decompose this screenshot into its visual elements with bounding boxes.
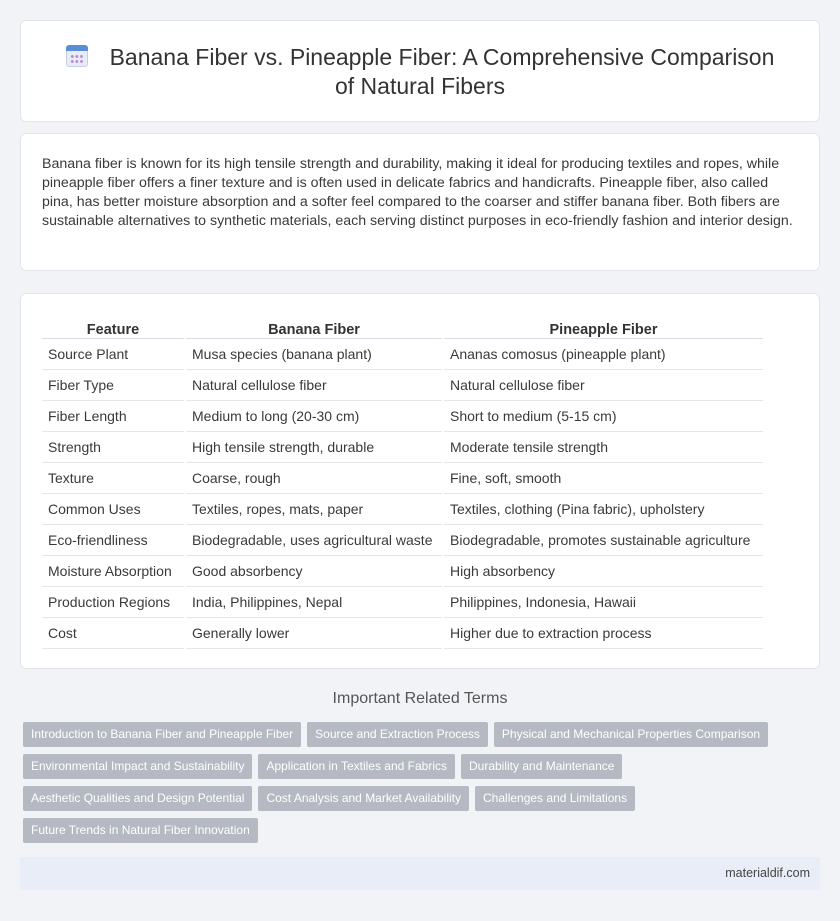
table-row [42, 431, 763, 462]
related-terms-row [23, 818, 823, 850]
table-row [42, 524, 763, 555]
footer [20, 857, 820, 890]
pineapple-fiber-cell: Philippines, Indonesia, Hawaii [443, 586, 763, 617]
pineapple-fiber-cell: Short to medium (5-15 cm) [443, 400, 763, 431]
table-header-row [42, 316, 763, 338]
related-term-tag[interactable]: Aesthetic Qualities and Design Potential [23, 786, 252, 811]
table-row [42, 400, 763, 431]
title-wrap [61, 43, 779, 101]
feature-cell: Eco-friendliness [42, 524, 185, 555]
page-title: Banana Fiber vs. Pineapple Fiber: A Comprehensive Comparison of Natural Fibers [109, 44, 775, 99]
feature-cell: Moisture Absorption [42, 555, 185, 586]
banana-fiber-cell: Natural cellulose fiber [185, 369, 443, 400]
related-terms-row [23, 786, 823, 818]
feature-cell: Source Plant [42, 338, 185, 369]
related-term-tag[interactable]: Durability and Maintenance [461, 754, 622, 779]
related-term-tag[interactable]: Physical and Mechanical Properties Comparison [494, 722, 768, 747]
banana-fiber-cell: Musa species (banana plant) [185, 338, 443, 369]
feature-cell: Fiber Type [42, 369, 185, 400]
feature-cell: Cost [42, 617, 185, 648]
pineapple-fiber-cell: Textiles, clothing (Pina fabric), upholstery [443, 493, 763, 524]
feature-cell: Common Uses [42, 493, 185, 524]
header-banana-fiber: Banana Fiber [185, 316, 443, 338]
table-row [42, 338, 763, 369]
comparison-table [42, 316, 763, 649]
banana-fiber-cell: High tensile strength, durable [185, 431, 443, 462]
feature-cell: Texture [42, 462, 185, 493]
feature-cell: Fiber Length [42, 400, 185, 431]
calendar-icon [66, 45, 88, 67]
intro-card [20, 133, 820, 271]
header-feature: Feature [42, 316, 185, 338]
related-term-tag[interactable]: Introduction to Banana Fiber and Pineapple Fiber [23, 722, 301, 747]
related-terms-list [23, 722, 823, 850]
pineapple-fiber-cell: Ananas comosus (pineapple plant) [443, 338, 763, 369]
feature-cell: Strength [42, 431, 185, 462]
table-row [42, 369, 763, 400]
related-terms-row [23, 722, 823, 754]
banana-fiber-cell: Good absorbency [185, 555, 443, 586]
table-body [42, 338, 763, 648]
related-term-tag[interactable]: Environmental Impact and Sustainability [23, 754, 252, 779]
pineapple-fiber-cell: Moderate tensile strength [443, 431, 763, 462]
title-card [20, 20, 820, 122]
pineapple-fiber-cell: Natural cellulose fiber [443, 369, 763, 400]
related-term-tag[interactable]: Future Trends in Natural Fiber Innovation [23, 818, 258, 843]
pineapple-fiber-cell: Biodegradable, promotes sustainable agriculture [443, 524, 763, 555]
table-row [42, 586, 763, 617]
banana-fiber-cell: Biodegradable, uses agricultural waste [185, 524, 443, 555]
pineapple-fiber-cell: Fine, soft, smooth [443, 462, 763, 493]
table-row [42, 493, 763, 524]
related-term-tag[interactable]: Source and Extraction Process [307, 722, 488, 747]
footer-site-link[interactable]: materialdif.com [725, 866, 810, 880]
table-row [42, 555, 763, 586]
intro-paragraph: Banana fiber is known for its high tensile strength and durability, making it ideal for producing textiles and ropes, while pineapple fiber offers a finer texture and is often used in delicate fabrics and handicrafts. Pineapple fiber, also called pina, has better moisture absorption and a softer feel compared to the coarser and stiffer banana fiber. Both fibers are sustainable alternatives to synthetic materials, each serving distinct purposes in eco-friendly fashion and interior design. [42, 156, 793, 229]
related-terms-heading: Important Related Terms [332, 690, 508, 707]
related-terms-row [23, 754, 823, 786]
table-row [42, 462, 763, 493]
banana-fiber-cell: Medium to long (20-30 cm) [185, 400, 443, 431]
pineapple-fiber-cell: High absorbency [443, 555, 763, 586]
table-row [42, 617, 763, 648]
banana-fiber-cell: Textiles, ropes, mats, paper [185, 493, 443, 524]
feature-cell: Production Regions [42, 586, 185, 617]
related-term-tag[interactable]: Cost Analysis and Market Availability [258, 786, 469, 811]
header-pineapple-fiber: Pineapple Fiber [443, 316, 763, 338]
pineapple-fiber-cell: Higher due to extraction process [443, 617, 763, 648]
comparison-table-card [20, 293, 820, 669]
related-term-tag[interactable]: Application in Textiles and Fabrics [258, 754, 455, 779]
related-term-tag[interactable]: Challenges and Limitations [475, 786, 635, 811]
banana-fiber-cell: India, Philippines, Nepal [185, 586, 443, 617]
banana-fiber-cell: Coarse, rough [185, 462, 443, 493]
banana-fiber-cell: Generally lower [185, 617, 443, 648]
